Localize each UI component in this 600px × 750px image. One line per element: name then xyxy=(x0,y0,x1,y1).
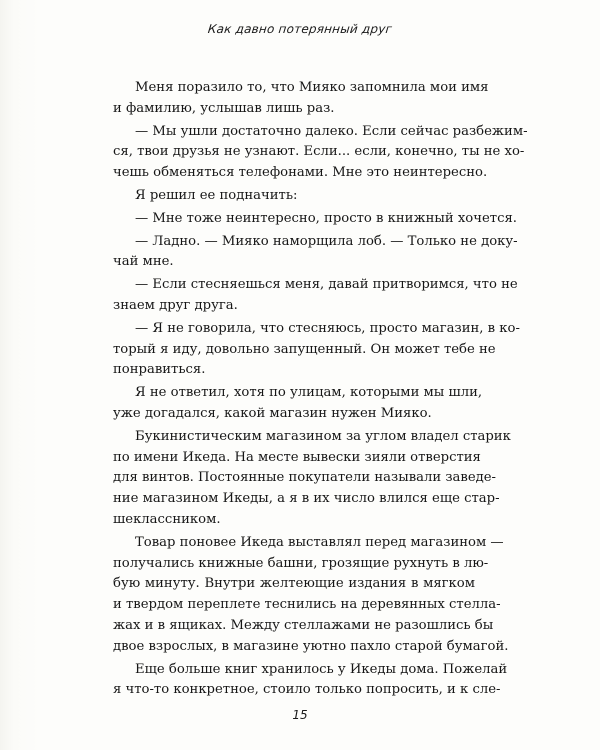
paragraph xyxy=(113,78,489,120)
paragraph xyxy=(113,319,520,381)
text-line: Еще больше книг хранилось у Икеды дома. Пожелай xyxy=(135,661,508,677)
paragraph xyxy=(113,660,508,702)
text-line: и фамилию, услышав лишь раз. xyxy=(113,100,335,116)
text-line: двое взрослых, в магазине уютно пахло старой бумагой. xyxy=(113,638,509,654)
text-line: — Если стесняешься меня, давай притворимся, что не xyxy=(135,277,518,293)
text-line: бую минуту. Внутри желтеющие издания в мягком xyxy=(113,576,475,592)
text-line: Букинистическим магазином за углом владел старик xyxy=(135,428,511,444)
paragraph xyxy=(113,186,475,207)
text-line: — Ладно. — Мияко наморщила лоб. — Только не доку- xyxy=(135,233,518,249)
paragraph xyxy=(113,232,518,274)
text-line: — Мы ушли достаточно далеко. Если сейчас разбежим- xyxy=(135,123,528,139)
running-title: Как давно потерянный друг xyxy=(207,22,393,36)
text-line: уже догадался, какой магазин нужен Мияко. xyxy=(113,405,432,421)
text-line: чай мне. xyxy=(113,254,174,270)
text-line: по имени Икеда. На месте вывески зияли отверстия xyxy=(113,449,481,465)
text-line: — Я не говорила, что стесняюсь, просто магазин, в ко- xyxy=(135,320,520,336)
paragraph xyxy=(113,427,511,531)
text-line: — Мне тоже неинтересно, просто в книжный хочется. xyxy=(135,210,517,226)
text-line: Я не ответил, хотя по улицам, которыми мы шли, xyxy=(135,385,483,401)
text-line: я что-то конкретное, стоило только попросить, и к сле- xyxy=(113,682,501,698)
paragraph xyxy=(113,275,518,317)
text-line: получались книжные башни, грозящие рухнуть в лю- xyxy=(113,555,489,571)
text-line: жах и в ящиках. Между стеллажами не разошлись бы xyxy=(113,617,494,633)
paragraph xyxy=(113,533,509,658)
body-text xyxy=(113,78,528,701)
text-line: Товар поновее Икеда выставлял перед магазином — xyxy=(135,534,504,550)
text-line: знаем друг друга. xyxy=(113,297,238,313)
text-line: ние магазином Икеды, а я в их число влился еще стар- xyxy=(113,491,500,507)
text-line: шеклассником. xyxy=(113,511,221,527)
text-line: ся, твои друзья не узнают. Если... если, конечно, ты не хо- xyxy=(113,144,525,160)
page-number: 15 xyxy=(292,708,308,722)
text-line: Меня поразило то, что Мияко запомнила мои имя xyxy=(135,80,489,95)
paragraph xyxy=(113,209,517,230)
text-line: для винтов. Постоянные покупатели называли заведе- xyxy=(113,470,496,486)
text-line: чешь обменяться телефонами. Мне это неинтересно. xyxy=(113,165,488,181)
text-line: торый я иду, довольно запущенный. Он может тебе не xyxy=(113,341,496,357)
text-line: понравиться. xyxy=(113,362,206,378)
paragraph xyxy=(113,122,528,184)
text-line: и твердом переплете теснились на деревянных стелла- xyxy=(113,597,501,613)
paragraph xyxy=(113,383,483,425)
text-line: Я решил ее подначить: xyxy=(135,187,298,203)
